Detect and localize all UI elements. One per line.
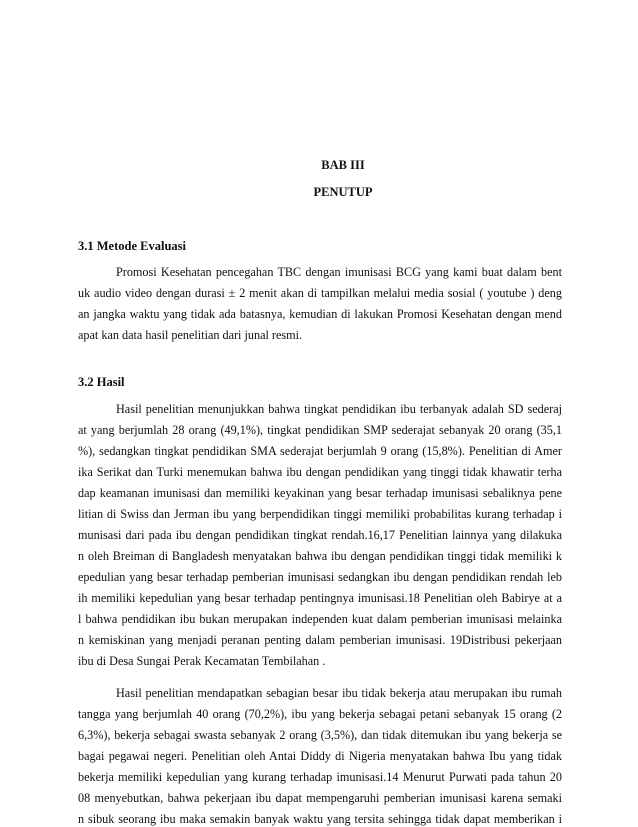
paragraph-line: Hasil penelitian menunjukkan bahwa tingkat pendidikan ibu terbanyak adalah SD sederaj <box>116 402 562 416</box>
paragraph-line: ika Serikat dan Turki menemukan bahwa ibu dengan pendidikan yang tinggi tidak khawatir terha <box>78 465 562 479</box>
section-heading-metode-evaluasi: 3.1 Metode Evaluasi <box>78 239 186 253</box>
paragraph-line: munisasi dari pada ibu dengan pendidikan tingkat rendah.16,17 Penelitian lainnya yang dilakuka <box>78 528 562 542</box>
paragraph-line: uk audio video dengan durasi ± 2 menit akan di tampilkan melalui media sosial ( youtube ) deng <box>78 286 562 300</box>
paragraph-line: apat kan data hasil penelitian dari junal resmi. <box>78 328 303 342</box>
paragraph-line: %), sedangkan tingkat pendidikan SMA sederajat berjumlah 9 orang (15,8%). Penelitian di Amer <box>78 444 562 458</box>
chapter-number: BAB III <box>321 158 365 172</box>
paragraph-line: at yang berjumlah 28 orang (49,1%), tingkat pendidikan SMP sederajat sebanyak 20 orang (35,1 <box>78 423 562 437</box>
paragraph-line: n sibuk seorang ibu maka semakin banyak waktu yang tersita sehingga tidak dapat memberikan i <box>78 812 562 826</box>
paragraph-line: l bahwa pendidikan ibu bukan merupakan independen kuat dalam pemberian imunisasi melainka <box>78 612 562 626</box>
paragraph-line: tangga yang berjumlah 40 orang (70,2%), ibu yang bekerja sebagai petani sebanyak 15 orang (2 <box>78 707 562 721</box>
paragraph-line: epedulian yang besar terhadap pemberian imunisasi sedangkan ibu dengan pendidikan rendah leb <box>78 570 562 584</box>
paragraph-line: n kemiskinan yang menjadi peranan penting dalam pemberian imunisasi. 19Distribusi pekerjaan <box>78 633 562 647</box>
paragraph-line: Hasil penelitian mendapatkan sebagian besar ibu tidak bekerja atau merupakan ibu rumah <box>116 686 562 700</box>
paragraph-line: ih memiliki kepedulian yang besar terhadap pentingnya imunisasi.18 Penelitian oleh Babirye at a <box>78 591 562 605</box>
paragraph-line: ibu di Desa Sungai Perak Kecamatan Tembilahan . <box>78 654 326 668</box>
paragraph-line: litian di Swiss dan Jerman ibu yang berpendidikan tinggi memiliki probabilitas kurang terhadap i <box>78 507 562 521</box>
paragraph-line: Promosi Kesehatan pencegahan TBC dengan imunisasi BCG yang kami buat dalam bent <box>116 265 562 279</box>
section-heading-hasil: 3.2 Hasil <box>78 375 125 389</box>
paragraph-line: dap keamanan imunisasi dan memiliki keyakinan yang besar terhadap imunisasi sebaliknya pene <box>78 486 562 500</box>
chapter-title: PENUTUP <box>313 185 373 199</box>
paragraph-line: bekerja memiliki kepedulian yang kurang terhadap imunisasi.14 Menurut Purwati pada tahun 20 <box>78 770 562 784</box>
paragraph-line: 08 menyebutkan, bahwa pekerjaan ibu dapat mempengaruhi pemberian imunisasi karena semaki <box>78 791 562 805</box>
paragraph-line: n oleh Breiman di Bangladesh menyatakan bahwa ibu dengan pendidikan tinggi tidak memiliki k <box>78 549 562 563</box>
paragraph-line: 6,3%), bekerja sebagai swasta sebanyak 2 orang (3,5%), dan tidak ditemukan ibu yang bekerja se <box>78 728 562 742</box>
paragraph-line: bagai pegawai negeri. Penelitian oleh Antai Diddy di Nigeria menyatakan bahwa Ibu yang tidak <box>78 749 562 763</box>
paragraph-line: an jangka waktu yang tidak ada batasnya, kemudian di lakukan Promosi Kesehatan dengan mend <box>78 307 562 321</box>
